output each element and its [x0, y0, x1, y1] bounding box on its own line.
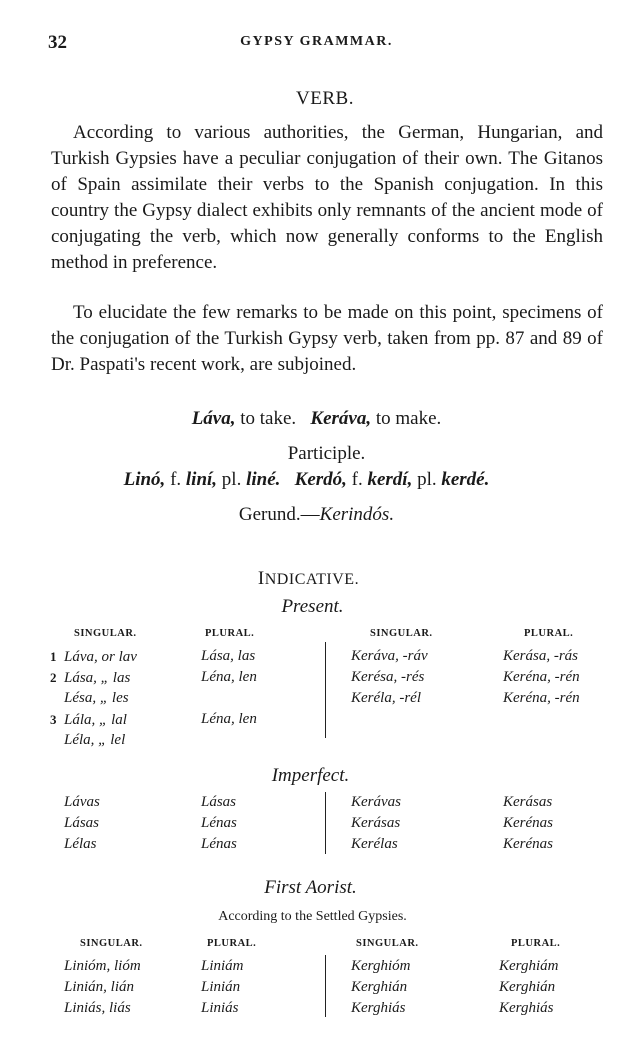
- page-number: 32: [48, 32, 67, 53]
- person-number: 2: [50, 670, 57, 685]
- present-make-singular: Keréla, -rél: [351, 690, 421, 706]
- present-take-singular-column: [50, 646, 137, 751]
- column-divider: [325, 955, 326, 1017]
- aorist-form: Kerghiás: [351, 1000, 406, 1016]
- header-singular-take: SINGULAR.: [80, 938, 143, 949]
- imperfect-take-singular-column: [64, 792, 100, 855]
- present-take-plural-column: [201, 646, 257, 751]
- imperfect-form: Kerélas: [351, 836, 398, 852]
- aorist-form: Liniás, liás: [64, 1000, 131, 1016]
- person-number: 3: [50, 712, 57, 727]
- header-plural-take: PLURAL.: [207, 938, 257, 949]
- present-row: [50, 688, 137, 709]
- column-divider: [325, 642, 326, 738]
- present-take-form: Lála, „ lal: [64, 712, 127, 728]
- paragraph-elucidate: To elucidate the few remarks to be made on this point, specimens of the conjugation of the Turkish Gypsy verb, taken from pp. 87 and 89 of Dr. Paspati's recent work, are subjoined.: [51, 302, 603, 375]
- feminine-label: f.: [351, 469, 363, 490]
- present-row: [50, 646, 137, 667]
- imperfect-form: Lélas: [64, 836, 97, 852]
- present-heading: Present.: [281, 596, 344, 617]
- header-plural-take: PLURAL.: [205, 628, 255, 639]
- aorist-make-singular-column: [351, 956, 410, 1019]
- present-make-plural: Keréna, -rén: [503, 669, 580, 685]
- aorist-form: Linióm, lióm: [64, 958, 141, 974]
- verb-examples: [0, 408, 633, 430]
- imperfect-form: Kerávas: [351, 794, 401, 810]
- present-take-form: Lása, „ las: [64, 670, 131, 686]
- feminine-label: f.: [170, 469, 182, 490]
- aorist-take-singular-column: [64, 956, 141, 1019]
- plural-label: pl.: [417, 469, 437, 490]
- imperfect-form: Kerénas: [503, 836, 553, 852]
- person-number: 1: [50, 649, 57, 664]
- participle-heading: Participle.: [287, 443, 366, 464]
- header-plural-make: PLURAL.: [524, 628, 574, 639]
- header-singular-make: SINGULAR.: [356, 938, 419, 949]
- aorist-form: Linián, lián: [64, 979, 135, 995]
- header-plural-make: PLURAL.: [511, 938, 561, 949]
- present-row: [50, 667, 137, 688]
- present-take-form: Lésa, „ les: [64, 690, 129, 706]
- aorist-make-plural-column: [499, 956, 558, 1019]
- column-divider: [325, 792, 326, 854]
- paragraph-intro: According to various authorities, the German, Hungarian, and Turkish Gypsies have a peculiar conjugation of their own. The Gitanos of Spain assimilate their verbs to the Spanish conjugation. In this country the Gypsy dialect exhibits only remnants of the ancient mode of conjugating the verb, which now generally conforms to the English method in preference.: [51, 122, 603, 273]
- aorist-form: Liniás: [201, 1000, 239, 1016]
- present-make-plural: Kerása, -rás: [503, 648, 579, 664]
- imperfect-form: Lásas: [64, 815, 100, 831]
- present-row: [50, 709, 137, 730]
- gerund-label: Gerund.—: [238, 504, 320, 525]
- imperfect-form: Lávas: [64, 794, 100, 810]
- gerund-form: Kerindós.: [319, 504, 395, 525]
- present-make-singular: Kerésa, -rés: [351, 669, 425, 685]
- aorist-form: Kerghiám: [499, 958, 559, 974]
- imperfect-form: Kerásas: [503, 794, 553, 810]
- present-row: [50, 730, 137, 751]
- indicative-heading: [0, 568, 625, 590]
- present-make-plural: Keréna, -rén: [503, 690, 580, 706]
- verb-make: Keráva,: [310, 408, 372, 429]
- imperfect-make-singular-column: [351, 792, 401, 855]
- verb-take: Láva,: [191, 408, 236, 429]
- aorist-form: Liniám: [201, 958, 244, 974]
- present-take-plural: [201, 730, 257, 751]
- imperfect-form: Lásas: [201, 794, 237, 810]
- aorist-take-plural-column: [201, 956, 244, 1019]
- present-take-plural: [201, 688, 257, 709]
- first-aorist-heading: First Aorist.: [264, 877, 357, 898]
- present-make-plural-column: [503, 646, 580, 709]
- imperfect-heading: Imperfect.: [271, 765, 350, 786]
- indicative-rest: NDICATIVE.: [264, 571, 360, 588]
- plural-label: pl.: [221, 469, 242, 490]
- participle-take-plural: liné.: [246, 469, 281, 490]
- participle-make: Kerdó,: [294, 469, 347, 490]
- verb-take-gloss: to take.: [240, 408, 297, 429]
- participle-take-fem: liní,: [185, 469, 218, 490]
- participle-take: Linó,: [123, 469, 166, 490]
- present-take-plural: Léna, len: [201, 711, 257, 727]
- participle-forms: [0, 469, 623, 491]
- verb-make-gloss: to make.: [375, 408, 442, 429]
- imperfect-take-plural-column: [201, 792, 237, 855]
- present-make-singular: Keráva, -ráv: [351, 648, 428, 664]
- imperfect-make-plural-column: [503, 792, 553, 855]
- imperfect-form: Lénas: [201, 815, 237, 831]
- header-singular-take: SINGULAR.: [74, 628, 137, 639]
- running-title: GYPSY GRAMMAR.: [240, 34, 393, 49]
- present-take-plural: Lása, las: [201, 648, 256, 664]
- gerund-line: [0, 504, 633, 526]
- present-take-form: Láva, or lav: [64, 649, 137, 665]
- participle-make-fem: kerdí,: [367, 469, 413, 490]
- imperfect-form: Kerásas: [351, 815, 401, 831]
- aorist-form: Kerghián: [499, 979, 556, 995]
- settled-gypsies-note: According to the Settled Gypsies.: [218, 909, 407, 924]
- present-take-plural: Léna, len: [201, 669, 257, 685]
- aorist-form: Kerghiás: [499, 1000, 554, 1016]
- participle-make-plural: kerdé.: [441, 469, 490, 490]
- aorist-form: Kerghián: [351, 979, 408, 995]
- section-title: VERB.: [296, 88, 354, 109]
- imperfect-form: Lénas: [201, 836, 237, 852]
- aorist-form: Kerghióm: [351, 958, 411, 974]
- present-take-form: Léla, „ lel: [64, 732, 126, 748]
- header-singular-make: SINGULAR.: [370, 628, 433, 639]
- aorist-form: Linián: [201, 979, 241, 995]
- indicative-initial: I: [257, 568, 265, 589]
- imperfect-form: Kerénas: [503, 815, 553, 831]
- present-make-singular-column: [351, 646, 428, 709]
